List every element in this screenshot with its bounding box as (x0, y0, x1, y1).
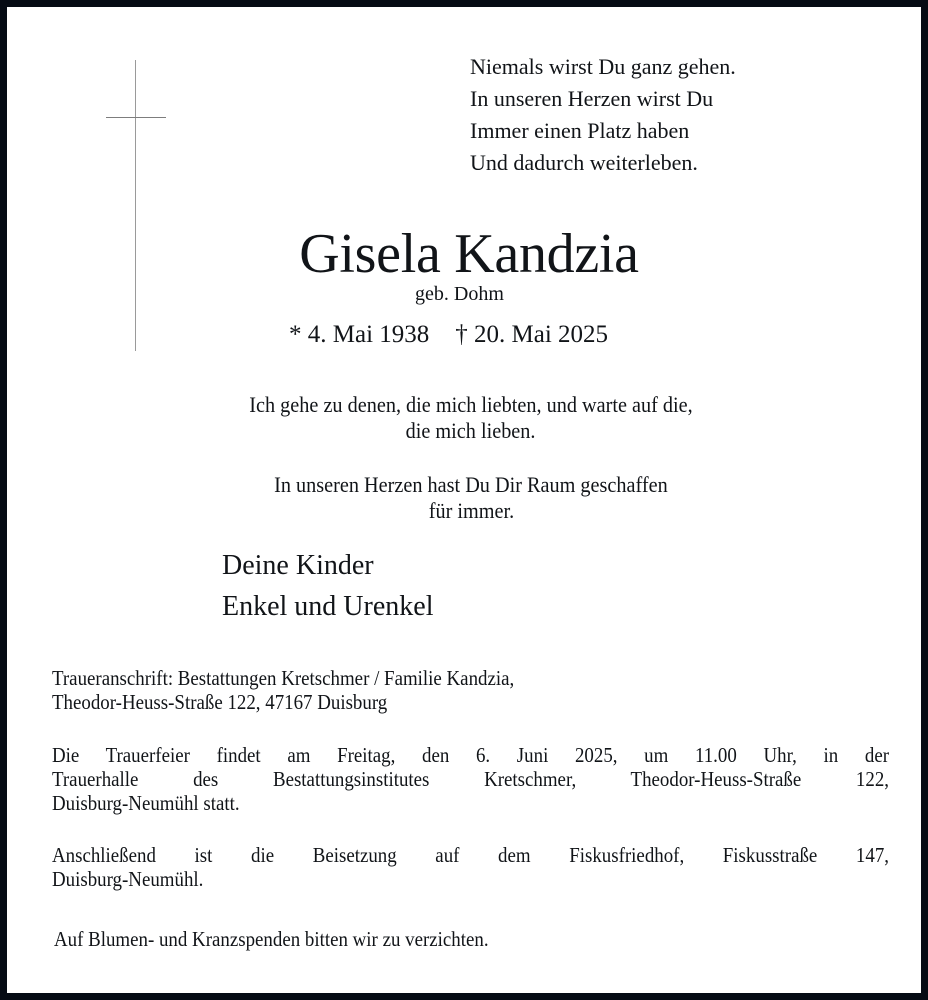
quote-line: Ich gehe zu denen, die mich liebten, und warte auf die, (249, 392, 693, 417)
flowers-note-text: Auf Blumen- und Kranzspenden bitten wir zu verzichten. (54, 927, 489, 951)
burial-line: Anschließend ist die Beisetzung auf dem Fiskusfriedhof, Fiskusstraße 147, (52, 843, 889, 867)
deceased-name-block (7, 219, 928, 289)
quote-1 (7, 392, 928, 444)
burial-info (52, 843, 889, 891)
funeral-ceremony-info (52, 743, 889, 815)
birth-date: * 4. Mai 1938 (289, 321, 430, 348)
deceased-name: Gisela Kandzia (299, 223, 639, 285)
death-date: † 20. Mai 2025 (455, 321, 609, 348)
mourner-line: Deine Kinder (222, 550, 374, 581)
poem-line: Und dadurch weiterleben. (470, 150, 698, 175)
mourners (222, 545, 434, 627)
quote-line: die mich lieben. (406, 418, 536, 443)
life-dates (289, 318, 608, 352)
maiden-name: geb. Dohm (415, 283, 504, 305)
quote-2 (7, 472, 928, 524)
address-line: Traueranschrift: Bestattungen Kretschmer / Familie Kandzia, (52, 666, 515, 690)
quote-line: für immer. (428, 498, 514, 523)
address-line: Theodor-Heuss-Straße 122, 47167 Duisburg (52, 690, 388, 714)
mourning-address (52, 666, 889, 714)
ceremony-line: Die Trauerfeier findet am Freitag, den 6. Juni 2025, um 11.00 Uhr, in der (52, 743, 889, 767)
poem-line: In unseren Herzen wirst Du (470, 86, 714, 111)
flowers-note (54, 927, 891, 951)
cross-horizontal-bar (106, 117, 166, 118)
quote-line: In unseren Herzen hast Du Dir Raum geschaffen (274, 472, 668, 497)
poem (470, 51, 736, 179)
poem-line: Immer einen Platz haben (470, 118, 690, 143)
poem-line: Niemals wirst Du ganz gehen. (470, 54, 736, 79)
mourner-line: Enkel und Urenkel (222, 591, 434, 622)
ceremony-line: Trauerhalle des Bestattungsinstitutes Kretschmer, Theodor-Heuss-Straße 122, (52, 767, 889, 791)
ceremony-line: Duisburg-Neumühl statt. (52, 791, 240, 815)
cross-vertical-bar (135, 60, 136, 351)
burial-line: Duisburg-Neumühl. (52, 867, 204, 891)
